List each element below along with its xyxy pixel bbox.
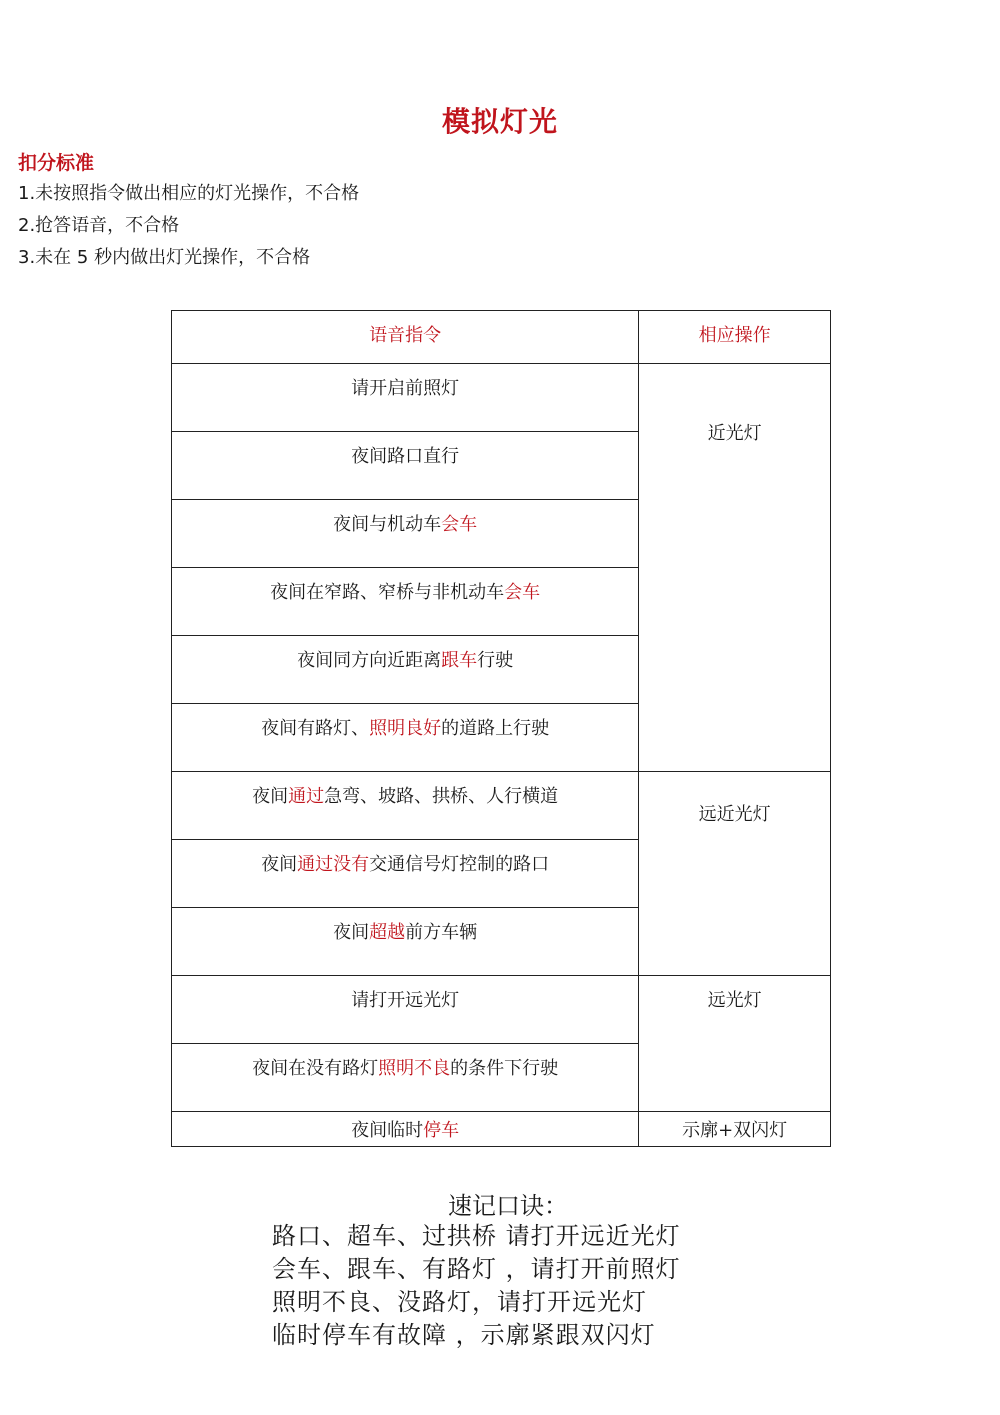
command-text: 夜间有路灯、 <box>261 718 370 739</box>
mnemonic-line: 路口、超车、过拱桥 请打开远近光灯 <box>272 1222 681 1250</box>
command-text: 夜间 <box>261 854 298 875</box>
criteria-heading: 扣分标准 <box>18 152 95 174</box>
command-cell <box>172 704 639 772</box>
action-cell-hazard: 示廓+双闪灯 <box>639 1112 831 1147</box>
command-cell <box>172 840 639 908</box>
command-text: 请开启前照灯 <box>351 378 460 399</box>
command-keyword: 会车 <box>504 582 541 603</box>
page-title: 模拟灯光 <box>441 105 558 138</box>
command-cell <box>172 364 639 432</box>
command-cell <box>172 908 639 976</box>
command-text: 行驶 <box>477 650 514 671</box>
command-keyword: 停车 <box>423 1120 460 1141</box>
command-text: 夜间与机动车 <box>333 514 442 535</box>
table-row <box>172 1112 831 1147</box>
action-cell-alternating-beam: 远近光灯 <box>639 772 831 976</box>
command-keyword: 会车 <box>441 514 478 535</box>
command-text: 夜间同方向近距离 <box>297 650 442 671</box>
command-keyword: 通过没有 <box>297 854 370 875</box>
command-keyword: 超越 <box>369 922 406 943</box>
command-cell <box>172 976 639 1044</box>
command-cell <box>172 432 639 500</box>
command-text: 夜间 <box>333 922 370 943</box>
criteria-list <box>18 180 359 276</box>
command-text: 的道路上行驶 <box>441 718 550 739</box>
mnemonic-line: 照明不良、没路灯，请打开远光灯 <box>272 1288 647 1316</box>
command-cell <box>172 568 639 636</box>
criteria-item: 2.抢答语音，不合格 <box>18 215 180 236</box>
command-keyword: 照明不良 <box>378 1058 451 1079</box>
light-command-table <box>171 310 831 1147</box>
command-text: 急弯、坡路、拱桥、人行横道 <box>324 786 559 807</box>
command-text: 夜间在窄路、窄桥与非机动车 <box>270 582 505 603</box>
table-row <box>172 772 831 840</box>
table-row <box>172 976 831 1044</box>
command-text: 前方车辆 <box>405 922 478 943</box>
command-cell <box>172 500 639 568</box>
mnemonic-block <box>0 1186 1000 1352</box>
command-text: 夜间临时 <box>351 1120 424 1141</box>
mnemonic-lines <box>272 1220 1000 1352</box>
table-row <box>172 364 831 432</box>
command-text: 夜间 <box>252 786 289 807</box>
mnemonic-title: 速记口诀： <box>448 1192 568 1220</box>
command-cell <box>172 636 639 704</box>
command-keyword: 跟车 <box>441 650 478 671</box>
mnemonic-line: 会车、跟车、有路灯 ，请打开前照灯 <box>272 1255 681 1283</box>
action-cell-high-beam: 远光灯 <box>639 976 831 1112</box>
command-text: 夜间路口直行 <box>351 446 460 467</box>
criteria-item: 1.未按照指令做出相应的灯光操作，不合格 <box>18 183 360 204</box>
command-text: 交通信号灯控制的路口 <box>369 854 550 875</box>
command-cell <box>172 1112 639 1147</box>
mnemonic-line: 临时停车有故障 ，示廓紧跟双闪灯 <box>272 1321 656 1349</box>
command-cell <box>172 772 639 840</box>
command-keyword: 照明良好 <box>369 718 442 739</box>
command-text: 的条件下行驶 <box>450 1058 559 1079</box>
header-action: 相应操作 <box>639 311 831 364</box>
command-keyword: 通过 <box>288 786 325 807</box>
command-text: 请打开远光灯 <box>351 990 460 1011</box>
action-cell-low-beam: 近光灯 <box>639 364 831 772</box>
table-header-row <box>172 311 831 364</box>
command-text: 夜间在没有路灯 <box>252 1058 379 1079</box>
command-cell <box>172 1044 639 1112</box>
criteria-item: 3.未在 5 秒内做出灯光操作，不合格 <box>18 247 311 268</box>
header-voice-command: 语音指令 <box>172 311 639 364</box>
